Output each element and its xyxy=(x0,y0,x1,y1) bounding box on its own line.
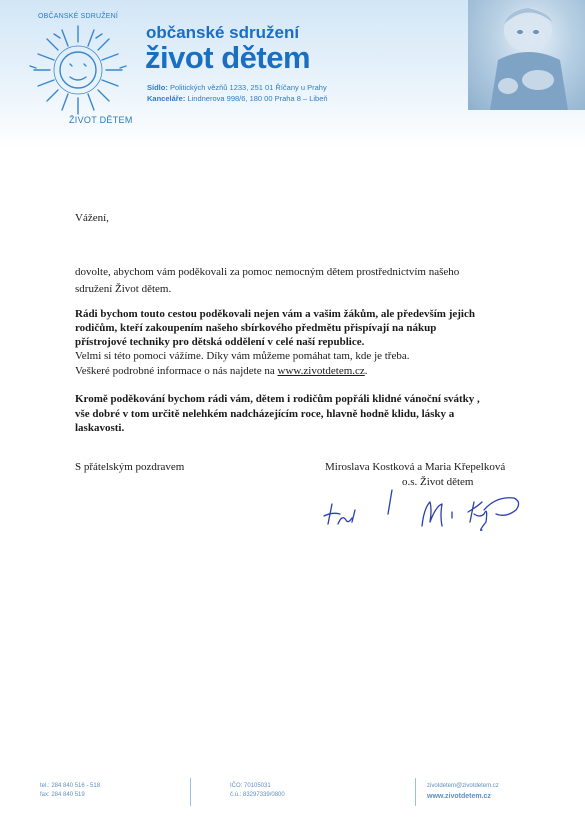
logo-caption-top: OBČANSKÉ SDRUŽENÍ xyxy=(38,13,119,20)
child-photo xyxy=(468,0,585,110)
info-suffix: . xyxy=(364,365,368,377)
paragraph-3-line-2: vše dobré v tom určitě nelehkém nadcházejícím roce, hlavně hodně klidu, lásky a xyxy=(75,408,455,420)
signatory-org: o.s. Život dětem xyxy=(402,476,474,488)
org-type-heading: občanské sdružení xyxy=(146,23,300,42)
footer-fax: fax: 284 840 519 xyxy=(40,792,85,798)
paragraph-2-bold-line-1: Rádi bychom touto cestou poděkovali nejen vám a vašim žákům, ale především jejich xyxy=(75,308,475,320)
paragraph-1-line-1: dovolte, abychom vám poděkovali za pomoc nemocným dětem prostřednictvím našeho xyxy=(75,266,460,278)
info-prefix: Veškeré podrobné informace o nás najdete na xyxy=(75,365,278,377)
org-name-heading: život dětem xyxy=(145,40,311,75)
paragraph-1-line-2: sdružení Život dětem. xyxy=(75,283,172,295)
website-link[interactable]: www.zivotdetem.cz xyxy=(277,365,365,377)
paragraph-2-line-4: Velmi si této pomoci vážíme. Díky vám můžeme pomáhat tam, kde je třeba. xyxy=(75,350,410,362)
seat-label: Sídlo: xyxy=(147,83,168,92)
address-seat xyxy=(147,83,327,92)
footer-ico: IČO: 70105031 xyxy=(230,783,271,789)
office-label: Kanceláře: xyxy=(147,94,186,103)
salutation: Vážení, xyxy=(75,212,109,224)
footer-divider-2 xyxy=(415,778,416,806)
footer-email[interactable]: zivotdetem@zivotdetem.cz xyxy=(427,783,499,789)
paragraph-3-line-1: Kromě poděkování bychom rádi vám, dětem i rodičům popřáli klidné vánoční svátky , xyxy=(75,393,480,405)
footer-web[interactable]: www.zivotdetem.cz xyxy=(427,793,491,800)
paragraph-2-bold-line-3: přístrojové techniky pro dětská oddělení v celé naší republice. xyxy=(75,336,365,348)
closing: S přátelským pozdravem xyxy=(75,461,185,473)
seat-value: Politických vězňů 1233, 251 01 Říčany u Prahy xyxy=(169,83,327,92)
paragraph-2-line-5 xyxy=(75,365,368,377)
footer-account: č.ú.: 83297339/0800 xyxy=(230,792,285,798)
footer-phone: tel.: 284 840 516 - 518 xyxy=(40,783,101,789)
handwritten-signatures xyxy=(318,488,528,538)
paragraph-2-bold-line-2: rodičům, kteří zakoupením našeho sbírkového předmětu přispívají na nákup xyxy=(75,322,437,334)
footer-divider-1 xyxy=(190,778,191,806)
sun-logo-icon xyxy=(18,22,138,118)
logo-caption-bottom: ŽIVOT DĚTEM xyxy=(69,115,133,125)
office-value: Lindnerova 998/6, 180 00 Praha 8 – Libeň xyxy=(187,94,328,103)
address-office xyxy=(147,94,328,103)
signatories: Miroslava Kostková a Maria Křepelková xyxy=(325,461,506,473)
paragraph-3-line-3: laskavosti. xyxy=(75,422,125,434)
